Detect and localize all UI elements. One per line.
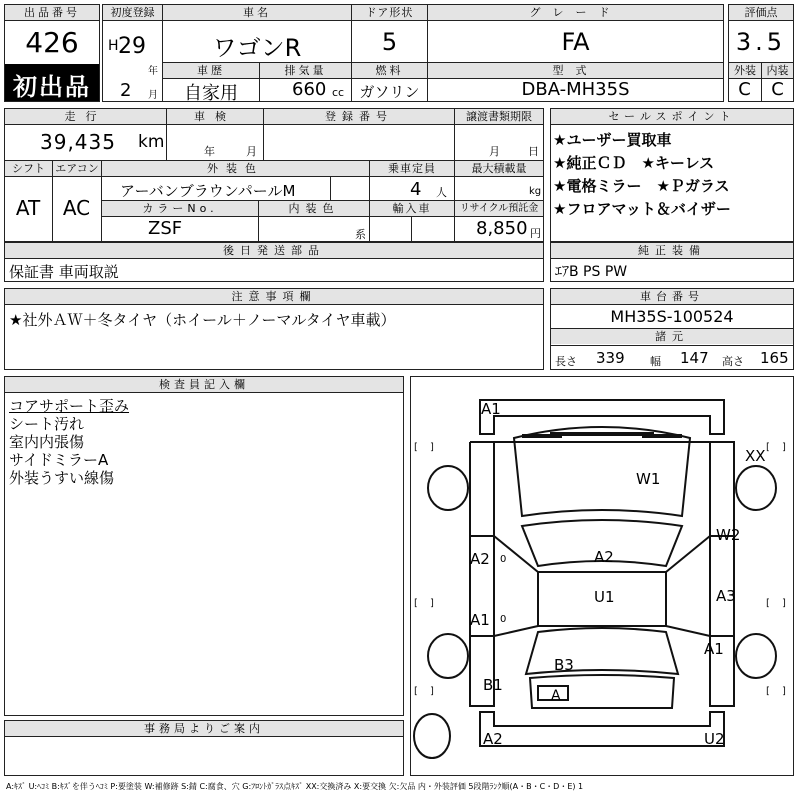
mark-left-front-door: A2 — [470, 550, 490, 568]
equipment-label: 純正装備 — [551, 243, 793, 258]
dims-label: 諸元 — [551, 329, 793, 344]
first-listing-text: 初出品 — [13, 73, 91, 101]
doors: 5 — [381, 28, 398, 56]
score: 3.5 — [735, 28, 787, 56]
lot-number-label: 出品番号 — [5, 5, 99, 20]
grade: FA — [561, 28, 590, 56]
mark-front-bumper: A1 — [481, 400, 501, 418]
displacement-label: 排気量 — [260, 63, 351, 78]
fuel: ガソリン — [359, 83, 420, 101]
exterior-grade-label: 外装 — [729, 63, 761, 78]
later-parts: 保証書 車両取説 — [9, 263, 119, 281]
svg-text:]: ] — [430, 598, 434, 609]
mark-left-rear-door: A1 — [470, 611, 490, 629]
interior-grade: C — [771, 79, 784, 100]
aircon: AC — [62, 196, 91, 220]
capacity-unit: 人 — [436, 186, 447, 199]
era-mark: H — [108, 38, 119, 54]
model: DBA-MH35S — [521, 79, 630, 100]
grade-label: グレード — [428, 5, 723, 20]
sales-points-label: セールスポイント — [551, 109, 793, 124]
svg-text:[: [ — [414, 442, 418, 453]
svg-text:]: ] — [782, 442, 786, 453]
reg-month: 2 — [120, 80, 132, 101]
mark-left-quarter: B1 — [483, 676, 503, 694]
recycle-fee: 8,850 — [476, 218, 528, 239]
length: 339 — [596, 349, 625, 367]
equipment: ｴｱB PS PW — [555, 264, 628, 280]
year-unit: 年 — [148, 66, 158, 77]
mark-roof: U1 — [594, 588, 615, 606]
notes-label: 注意事項欄 — [5, 289, 543, 304]
history: 自家用 — [184, 83, 238, 104]
car-name: ワゴンR — [212, 34, 302, 62]
sales-point-2: ★純正ＣＤ ★キーレス — [553, 154, 715, 172]
capacity: 4 — [410, 179, 422, 200]
history-label: 車歴 — [163, 63, 259, 78]
sales-point-3: ★電格ミラー ★Ｐガラス — [553, 177, 730, 195]
mark-right-rear-door: A3 — [716, 587, 736, 605]
legend: A:ｷｽﾞ U:ﾍｺﾐ B:ｷｽﾞを伴うﾍｺﾐ P:要塗装 W:補修跡 S:錆 C:腐食、穴 G:ﾌﾛﾝﾄｶﾞﾗｽ点ｷｽﾞ XX:交換済み X:要交換 欠:欠品 内・外装評価 5段階ﾗﾝｸ順(A・B・C・D・E) 1 — [6, 782, 584, 791]
model-label: 型式 — [428, 63, 723, 78]
mark-roof-front: A2 — [594, 548, 614, 566]
doors-label: ドア形状 — [352, 5, 427, 20]
width-label: 幅 — [650, 355, 661, 368]
lot-number: 426 — [25, 26, 79, 59]
svg-text:]: ] — [430, 686, 434, 697]
inspection-label: 車検 — [167, 109, 263, 124]
aircon-label: エアコン — [53, 161, 101, 176]
exterior-color-label: 外装色 — [102, 161, 369, 176]
shift: AT — [15, 196, 41, 220]
interior-color-unit: 系 — [355, 228, 366, 241]
svg-text:]: ] — [782, 598, 786, 609]
mark-front-right: XX — [745, 447, 766, 465]
first-reg-label: 初度登録 — [103, 5, 162, 20]
mark-trunk: B3 — [554, 656, 574, 674]
interior-color-label: 内装色 — [259, 201, 369, 216]
car-damage-diagram — [410, 376, 794, 776]
fuel-label: 燃料 — [352, 63, 427, 78]
transfer-day-unit: 日 — [528, 145, 539, 158]
svg-text:[: [ — [766, 598, 770, 609]
sales-point-1: ★ユーザー買取車 — [553, 131, 672, 149]
chassis-number: MH35S-100524 — [610, 307, 734, 326]
mark-right-front-door: W2 — [716, 526, 741, 544]
chassis-label: 車台番号 — [551, 289, 793, 304]
mark-rear-bumper-left: A2 — [483, 730, 503, 748]
height: 165 — [760, 349, 789, 367]
svg-text:]: ] — [430, 442, 434, 453]
registration-label: 登録番号 — [264, 109, 454, 124]
color-no: ZSF — [148, 218, 183, 239]
inspector-note-2: シート汚れ — [9, 415, 85, 433]
svg-text:[: [ — [766, 686, 770, 697]
sales-point-4: ★フロアマット＆バイザー — [553, 200, 731, 218]
inspector-label: 検査員記入欄 — [5, 377, 403, 392]
svg-text:[: [ — [414, 686, 418, 697]
color-no-label: カラーNo. — [102, 201, 258, 216]
exterior-color: アーバンブラウンパールM — [120, 182, 296, 200]
mark-left-front-door-sub: 0 — [500, 554, 507, 565]
insp-month-unit: 月 — [246, 145, 257, 158]
mileage-label: 走行 — [5, 109, 166, 124]
exterior-grade: C — [738, 79, 751, 100]
shift-label: シフト — [5, 161, 52, 176]
displacement: 660 — [292, 79, 327, 100]
month-unit: 月 — [148, 90, 158, 101]
score-label: 評価点 — [729, 5, 793, 20]
displacement-unit: cc — [332, 86, 345, 99]
transfer-label: 譲渡書類期限 — [455, 109, 543, 124]
mark-right-quarter: A1 — [704, 640, 724, 658]
mark-left-rear-door-sub: 0 — [500, 614, 507, 625]
later-parts-label: 後日発送部品 — [5, 243, 543, 258]
office-label: 事務局よりご案内 — [5, 721, 403, 736]
capacity-label: 乗車定員 — [370, 161, 454, 176]
mark-rear-garnish: A — [551, 688, 561, 704]
svg-text:]: ] — [782, 686, 786, 697]
mark-hood: W1 — [636, 470, 661, 488]
interior-grade-label: 内装 — [762, 63, 793, 78]
notes: ★社外ＡＷ＋冬タイヤ（ホイール＋ノーマルタイヤ車載） — [9, 311, 396, 329]
insp-year-unit: 年 — [204, 145, 215, 158]
inspector-note-4: サイドミラーA — [9, 451, 109, 469]
mileage-unit: km — [138, 132, 165, 152]
car-name-label: 車名 — [163, 5, 351, 20]
reg-year: 29 — [118, 34, 146, 59]
recycle-unit: 円 — [530, 227, 541, 240]
recycle-label: リサイクル預託金 — [455, 201, 543, 216]
width: 147 — [680, 349, 709, 367]
max-load-label: 最大積載量 — [455, 161, 543, 176]
import-label: 輸入車 — [370, 201, 454, 216]
max-load-unit: kg — [529, 186, 542, 197]
svg-text:[: [ — [766, 442, 770, 453]
height-label: 高さ — [722, 355, 744, 368]
length-label: 長さ — [555, 355, 577, 368]
mark-rear-bumper-right: U2 — [704, 730, 725, 748]
inspector-note-3: 室内内張傷 — [9, 433, 85, 451]
mileage: 39,435 — [40, 130, 116, 154]
inspector-note-5: 外装うすい線傷 — [9, 469, 115, 487]
transfer-month-unit: 月 — [489, 145, 500, 158]
svg-text:[: [ — [414, 598, 418, 609]
inspector-note-1: コアサポート歪み — [9, 397, 130, 415]
